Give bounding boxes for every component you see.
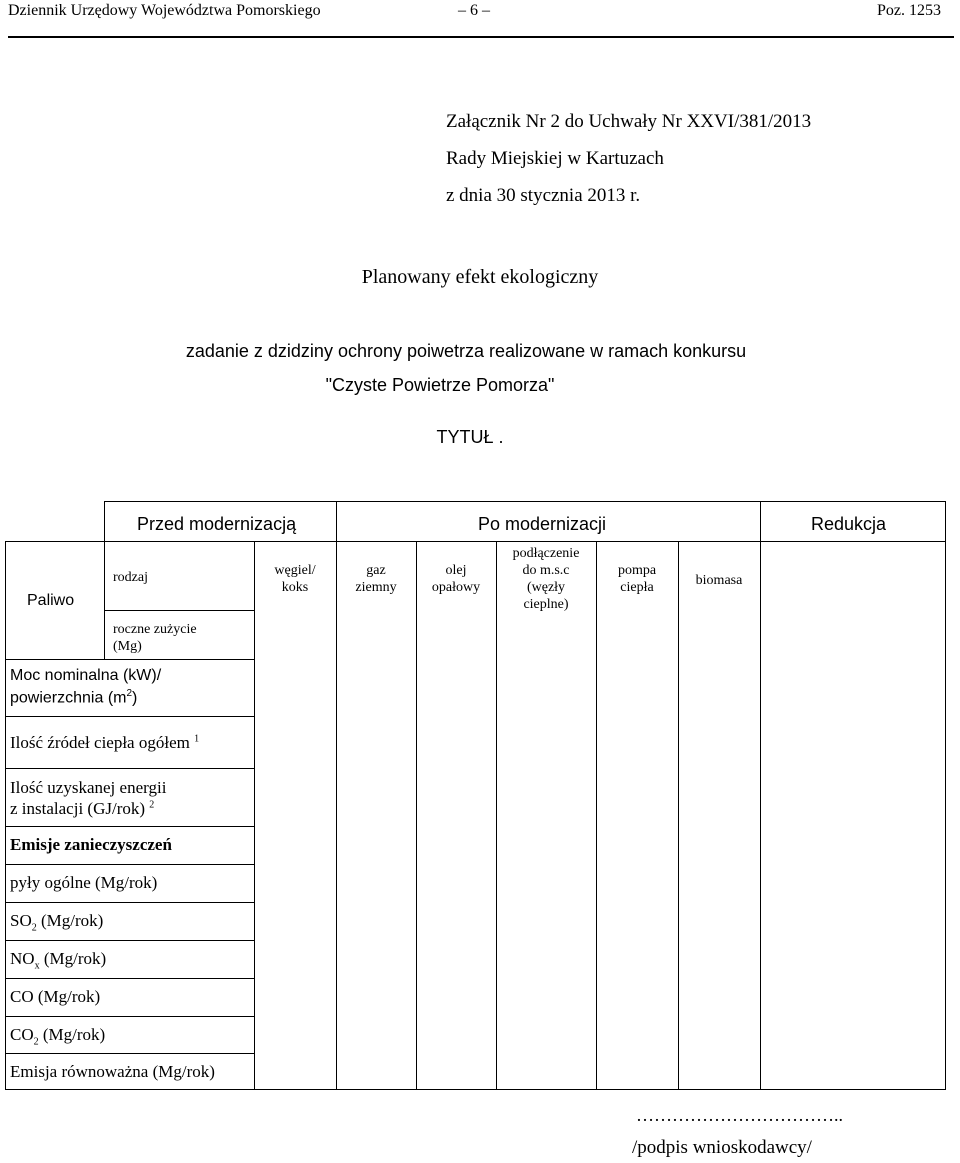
page-title: Planowany efekt ekologiczny [361, 266, 599, 288]
signature-label: /podpis wnioskodawcy/ [632, 1137, 812, 1158]
row-emisje-heading: Emisje zanieczyszczeń [10, 835, 172, 854]
label-powierzchnia: powierzchnia $(m^2)$ [10, 688, 138, 707]
header-after-modernization: Po modernizacji [478, 514, 607, 534]
label-roczne-zuzycie-unit: (Mg) [113, 639, 142, 654]
attachment-line-3: z dnia 30 stycznia 2013 r. [446, 185, 641, 206]
label-paliwo: Paliwo [27, 592, 75, 609]
position-number: Poz. 1253 [877, 2, 941, 19]
fuel-olej-opalowy: olej opałowy [431, 563, 481, 595]
header-before-modernization: Przed modernizacją [137, 514, 297, 534]
row-energia-line-2: z instalacji (GJ/rok) $^2$ [10, 799, 155, 818]
fuel-gaz-ziemny: gaz ziemny [355, 563, 397, 595]
label-moc-nominalna: Moc nominalna (kW)/ [10, 667, 162, 684]
page-number: – 6 – [458, 2, 490, 19]
fuel-biomasa: biomasa [695, 573, 743, 588]
label-rodzaj: rodzaj [113, 570, 148, 585]
row-co: CO (Mg/rok) [10, 987, 101, 1006]
signature-line: …………………………….. [636, 1105, 843, 1125]
row-energia-line-1: Ilość uzyskanej energii [10, 778, 167, 797]
attachment-line-1: Załącznik Nr 2 do Uchwały Nr XXVI/381/2013 [446, 111, 812, 132]
fuel-msc: podłączenie do m.s.c (węzły cieplne) [512, 546, 580, 612]
fuel-pompa-ciepla: pompa ciepła [617, 563, 657, 595]
row-so2: $SO_2$ (Mg/rok) [10, 911, 104, 934]
fuel-wegiel-koks: węgiel/ koks [274, 563, 316, 595]
row-ilosc-zrodel: Ilość źródeł ciepła ogółem $^1$ [10, 733, 200, 752]
journal-name: Dziennik Urzędowy Województwa Pomorskiego [8, 2, 321, 19]
row-pyly: pyły ogólne (Mg/rok) [10, 873, 158, 892]
row-co2: $CO_2$ (Mg/rok) [10, 1025, 106, 1048]
label-roczne-zuzycie: roczne zużycie [113, 622, 197, 637]
subtitle-program: "Czyste Powietrze Pomorza" [325, 375, 555, 395]
header-rule [8, 36, 954, 38]
title-placeholder: TYTUŁ . [436, 427, 504, 447]
row-emisja-rownowazna: Emisja równoważna (Mg/rok) [10, 1062, 215, 1081]
row-nox: $NO_x$ (Mg/rok) [10, 949, 107, 972]
attachment-line-2: Rady Miejskiej w Kartuzach [446, 148, 664, 169]
subtitle-task: zadanie z dzidziny ochrony poiwetrza realizowane w ramach konkursu [185, 341, 747, 361]
header-reduction: Redukcja [811, 514, 887, 534]
